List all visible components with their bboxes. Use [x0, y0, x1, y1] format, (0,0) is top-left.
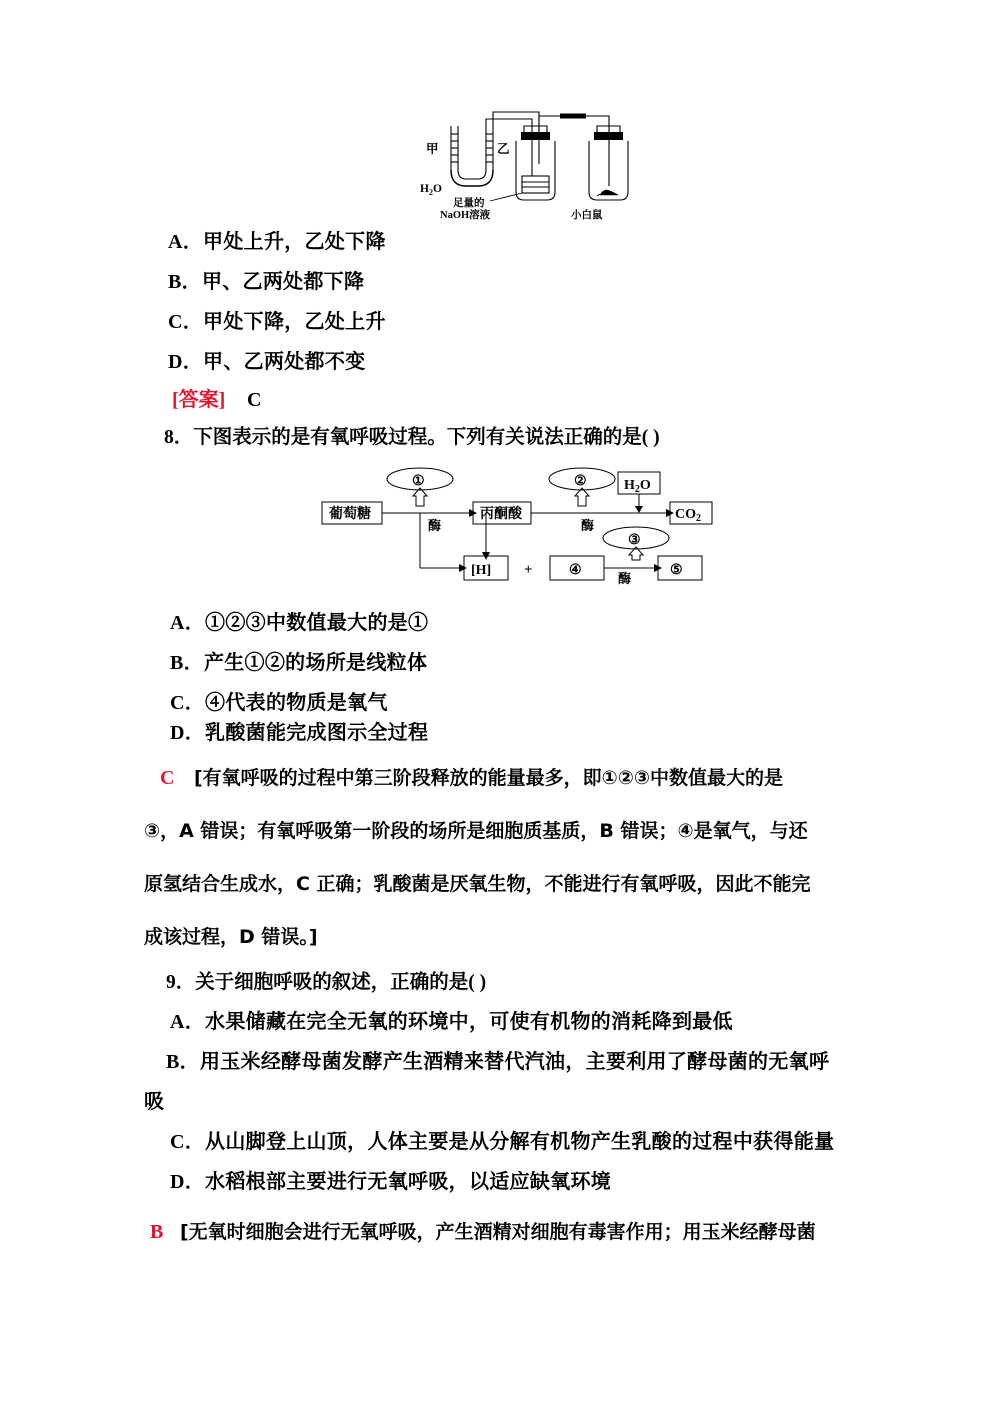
- q8-explanation-line-1: [有氧呼吸的过程中第三阶段释放的能量最多，即①②③中数值最大的是: [194, 767, 783, 789]
- label-plus: +: [524, 562, 533, 578]
- q7-option-c: C．甲处下降，乙处上升: [168, 311, 386, 333]
- q7-option-b: B．甲、乙两处都下降: [168, 271, 365, 293]
- label-nadh: [H]: [471, 563, 492, 578]
- label-yi: 乙: [497, 142, 510, 156]
- q8-option-a: A．①②③中数值最大的是①: [170, 612, 429, 634]
- q9-option-b-continued: 吸: [144, 1091, 165, 1113]
- label-co2: $CO_2$: [675, 507, 701, 524]
- q9-option-c: C．从山脚登上山顶，人体主要是从分解有机物产生乳酸的过程中获得能量: [170, 1131, 835, 1153]
- q9-explanation-line-1: [无氧时细胞会进行无氧呼吸，产生酒精对细胞有毒害作用；用玉米经酵母菌: [180, 1221, 816, 1243]
- label-enzyme-3: 酶: [618, 571, 632, 586]
- q9-option-b: B．用玉米经酵母菌发酵产生酒精来替代汽油，主要利用了酵母菌的无氧呼: [166, 1051, 830, 1073]
- label-water: $H_2O$: [420, 183, 442, 197]
- label-mouse: 小白鼠: [571, 210, 603, 220]
- q8-explanation-line-4: 成该过程，D 错误。]: [144, 926, 318, 948]
- label-glucose: 葡萄糖: [329, 507, 371, 522]
- q7-answer-value: C: [247, 389, 262, 411]
- label-enzyme-2: 酶: [581, 518, 595, 533]
- label-reagent-line1: 足量的: [453, 198, 485, 209]
- figure-aerobic-respiration: [318, 466, 714, 588]
- q8-explanation-line-3: 原氢结合生成水，C 正确；乳酸菌是厌氧生物，不能进行有氧呼吸，因此不能完: [144, 873, 811, 895]
- q7-option-a: A．甲处上升，乙处下降: [168, 231, 386, 253]
- q9-answer-marker: B: [150, 1221, 164, 1243]
- figure-respiration-manometer: [404, 108, 654, 220]
- q8-explanation-line-2: ③，A 错误；有氧呼吸第一阶段的场所是细胞质基质，B 错误；④是氧气，与还: [144, 820, 808, 842]
- q8-option-c: C．④代表的物质是氧气: [170, 692, 388, 714]
- label-box5: ⑤: [670, 563, 683, 578]
- label-box4: ④: [569, 563, 582, 578]
- q8-option-d: D．乳酸菌能完成图示全过程: [170, 722, 429, 744]
- label-reagent-line2: NaOH溶液: [440, 210, 491, 220]
- q8-option-b: B．产生①②的场所是线粒体: [170, 652, 428, 674]
- label-circle3: ③: [628, 533, 641, 548]
- label-circle2: ②: [574, 474, 587, 489]
- q8-stem: 8．下图表示的是有氧呼吸过程。下列有关说法正确的是( ): [164, 427, 660, 448]
- q8-answer-marker: C: [160, 767, 175, 789]
- q7-option-d: D．甲、乙两处都不变: [168, 351, 366, 373]
- label-water: $H_2O$: [624, 478, 651, 495]
- q9-stem: 9．关于细胞呼吸的叙述，正确的是( ): [166, 972, 487, 993]
- q7-answer-marker: [答案]: [172, 389, 226, 411]
- label-pyruvate: 丙酮酸: [480, 507, 522, 522]
- label-circle1: ①: [412, 474, 425, 489]
- label-enzyme-1: 酶: [428, 518, 442, 533]
- q9-option-a: A．水果储藏在完全无氧的环境中，可使有机物的消耗降到最低: [170, 1011, 733, 1033]
- q9-option-d: D．水稻根部主要进行无氧呼吸，以适应缺氧环境: [170, 1171, 612, 1193]
- label-jia: 甲: [426, 142, 439, 156]
